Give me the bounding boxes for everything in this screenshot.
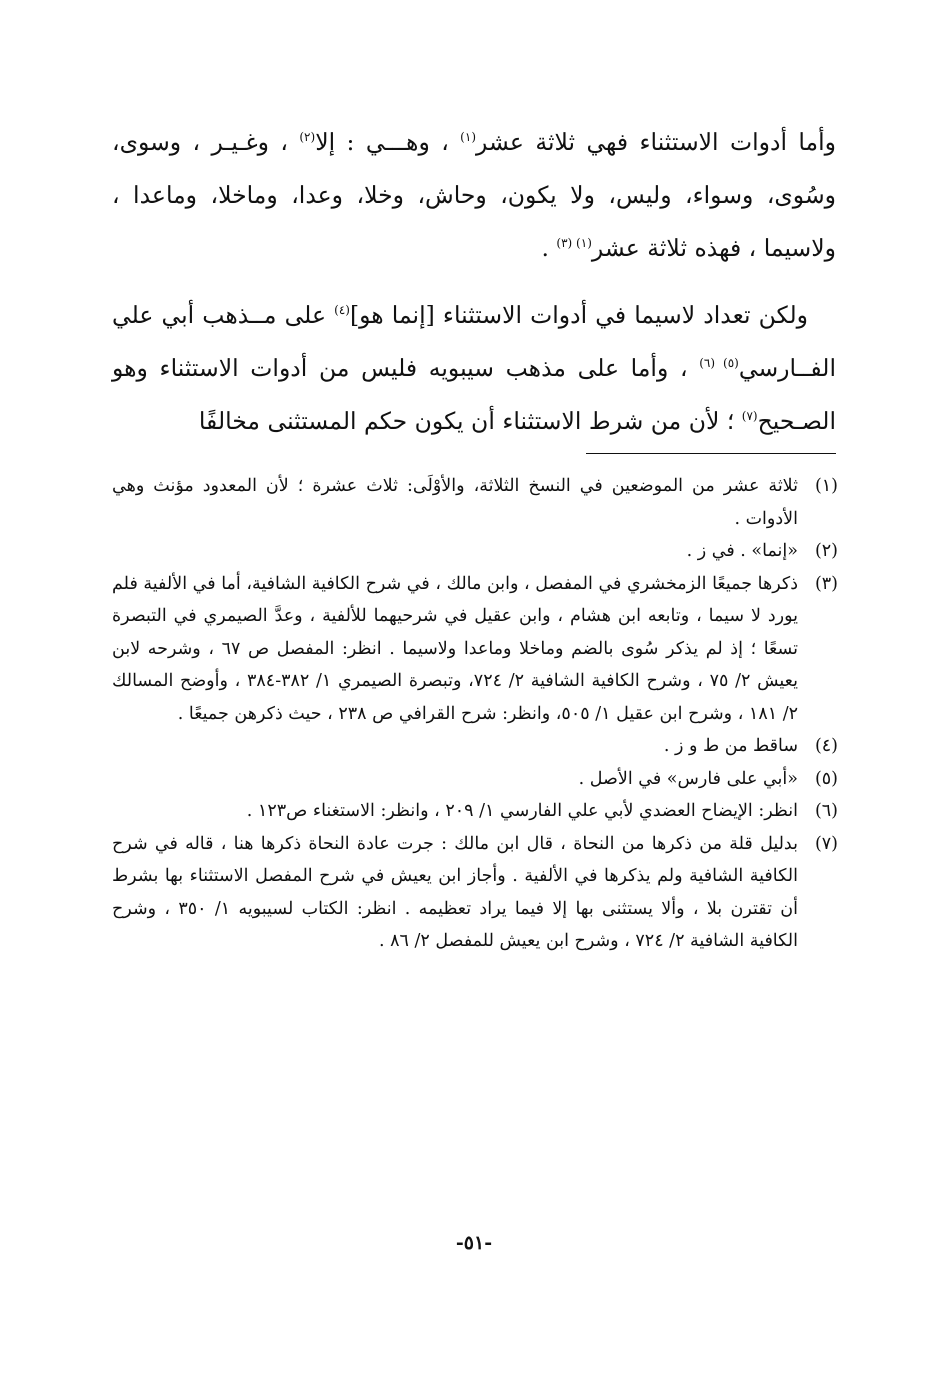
footnote-ref-7[interactable]: (٧) [741,409,758,424]
footnote-text: ذكرها جميعًا الزمخشري في المفصل ، وابن مالك ، في شرح الكافية الشافية، أما في الألفية فلم يورد لا سيما ، وتابعه ابن هشام ، وابن عقيل في شرحيهما للألفية ، وعدَّ الصيمري في التبصرة تسعًا ؛ إذ لم يذكر سُوى بالضم وماخلا وماعدا ولاسيما . انظر: المفصل ص ٦٧ ، وشرحه لابن يعيش ٢/ ٧٥ ، وشرح الكافية الشافية ٢/ ٧٢٤، وتبصرة الصيمري ١/ ٣٨٢-٣٨٤ ، وأوضح المسالك ٢/ ١٨١ ، وشرح ابن عقيل ١/ ٥٠٥، وانظر: شرح القرافي ص ٢٣٨ ، حيث ذكرهن جميعًا . [112,573,798,724]
footnote-separator [586,453,836,454]
text-segment: ، وأما على مذهب سيبويه فليس من أدوات الاستثناء وهو الصـحيح [112,354,836,435]
text-segment: ؛ لأن من شرط الاستثناء أن يكون حكم المستثنى مخالفًا [198,407,742,435]
text-segment: . [541,234,557,262]
footnote-number: (٦) [814,801,838,821]
footnote-text: انظر: الإيضاح العضدي لأبي علي الفارسي ١/ ٢٠٩ ، وانظر: الاستغناء ص١٢٣ . [246,801,798,821]
text-segment: على مــذهب أبي علي الفــارسي [112,301,836,382]
footnote-ref-5-6[interactable]: (٥) (٦) [699,356,739,371]
footnote-ref-2[interactable]: (٢) [299,130,316,145]
footnote-1 [112,470,838,535]
footnote-4 [112,730,838,763]
footnote-ref-1-3[interactable]: (١) (٣) [556,236,592,251]
footnote-5 [112,763,838,796]
footnote-text: بدليل قلة من ذكرها من النحاة ، قال ابن مالك : جرت عادة النحاة ذكرها هنا ، قاله في شرح الكافية الشافية ولم يذكرها في الألفية . وأجاز ابن يعيش في شرح المفصل الاستثناء بها بشرط أن تقترن بلا ، وألا يستثنى بها إلا فيما يراد تعظيمه . انظر: الكتاب لسيبويه ١/ ٣٥٠ ، وشرح الكافية الشافية ٢/ ٧٢٤ ، وشرح ابن يعيش للمفصل ٢/ ٨٦ . [112,833,798,951]
footnote-number: (٧) [814,833,838,854]
text-segment: ولكن تعداد لاسيما في أدوات الاستثناء [إنما هو] [349,301,808,329]
footnote-text: «إنما» . في ز . [686,541,798,561]
main-paragraph-2 [112,289,836,448]
footnote-number: (٣) [814,573,838,594]
main-paragraph-1 [112,116,836,275]
footnote-text: ثلاثة عشر من الموضعين في النسخ الثلاثة، والأوْلَى: ثلاث عشرة ؛ لأن المعدود مؤنث وهي الأدوات . [112,476,798,529]
footnote-number: (١) [814,476,838,496]
text-segment: ، وغـيـر ، وسوى، وسُوى، وسواء، وليس، ولا يكون، وحاش، وخلا، وعدا، وماخلا، وماعدا ، ولاسيما ، فهذه ثلاثة عشر [112,128,836,262]
footnote-number: (٥) [814,768,838,789]
footnote-3 [112,568,838,731]
footnote-7 [112,828,838,958]
footnotes [112,470,838,958]
main-text [112,116,836,462]
page-number: -٥١- [455,1232,493,1254]
text-segment: ، وهـــي : إلا [315,128,461,156]
footnote-2 [112,535,838,568]
footnote-text: ساقط من ط و ز . [663,736,798,756]
footnote-ref-1[interactable]: (١) [460,130,476,145]
footnote-number: (٤) [814,736,838,756]
footnote-number: (٢) [814,541,838,561]
footnote-text: «أبي على فارس» في الأصل . [578,768,798,789]
text-segment: وأما أدوات الاستثناء فهي ثلاثة عشر [476,128,836,156]
footnote-ref-4[interactable]: (٤) [334,303,350,318]
footnote-6 [112,795,838,828]
